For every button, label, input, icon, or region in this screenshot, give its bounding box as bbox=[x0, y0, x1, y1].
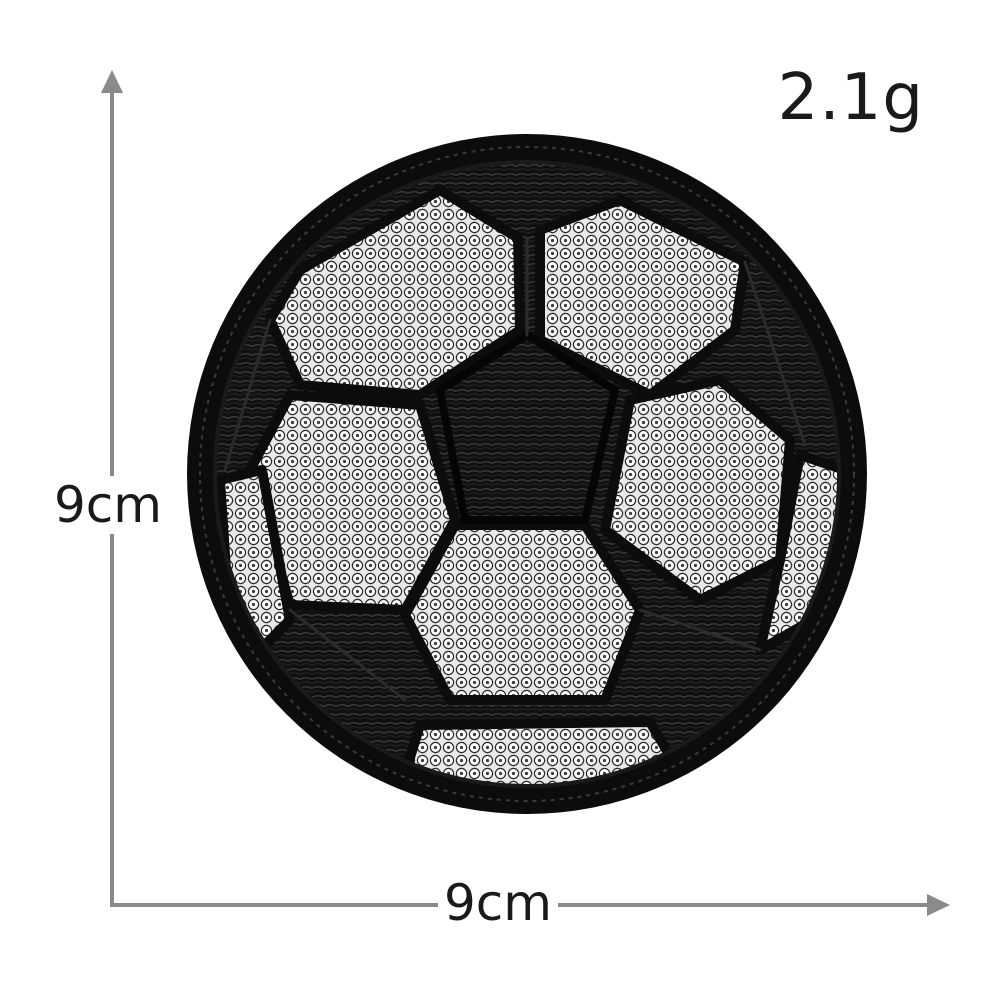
height-dimension-label: 9cm bbox=[54, 476, 163, 534]
width-dimension-label: 9cm bbox=[438, 878, 558, 928]
soccer-ball-sequin-patch-icon bbox=[187, 134, 867, 814]
arrow-right-icon bbox=[927, 894, 950, 916]
weight-label: 2.1g bbox=[777, 61, 924, 135]
arrow-up-icon bbox=[101, 70, 123, 93]
